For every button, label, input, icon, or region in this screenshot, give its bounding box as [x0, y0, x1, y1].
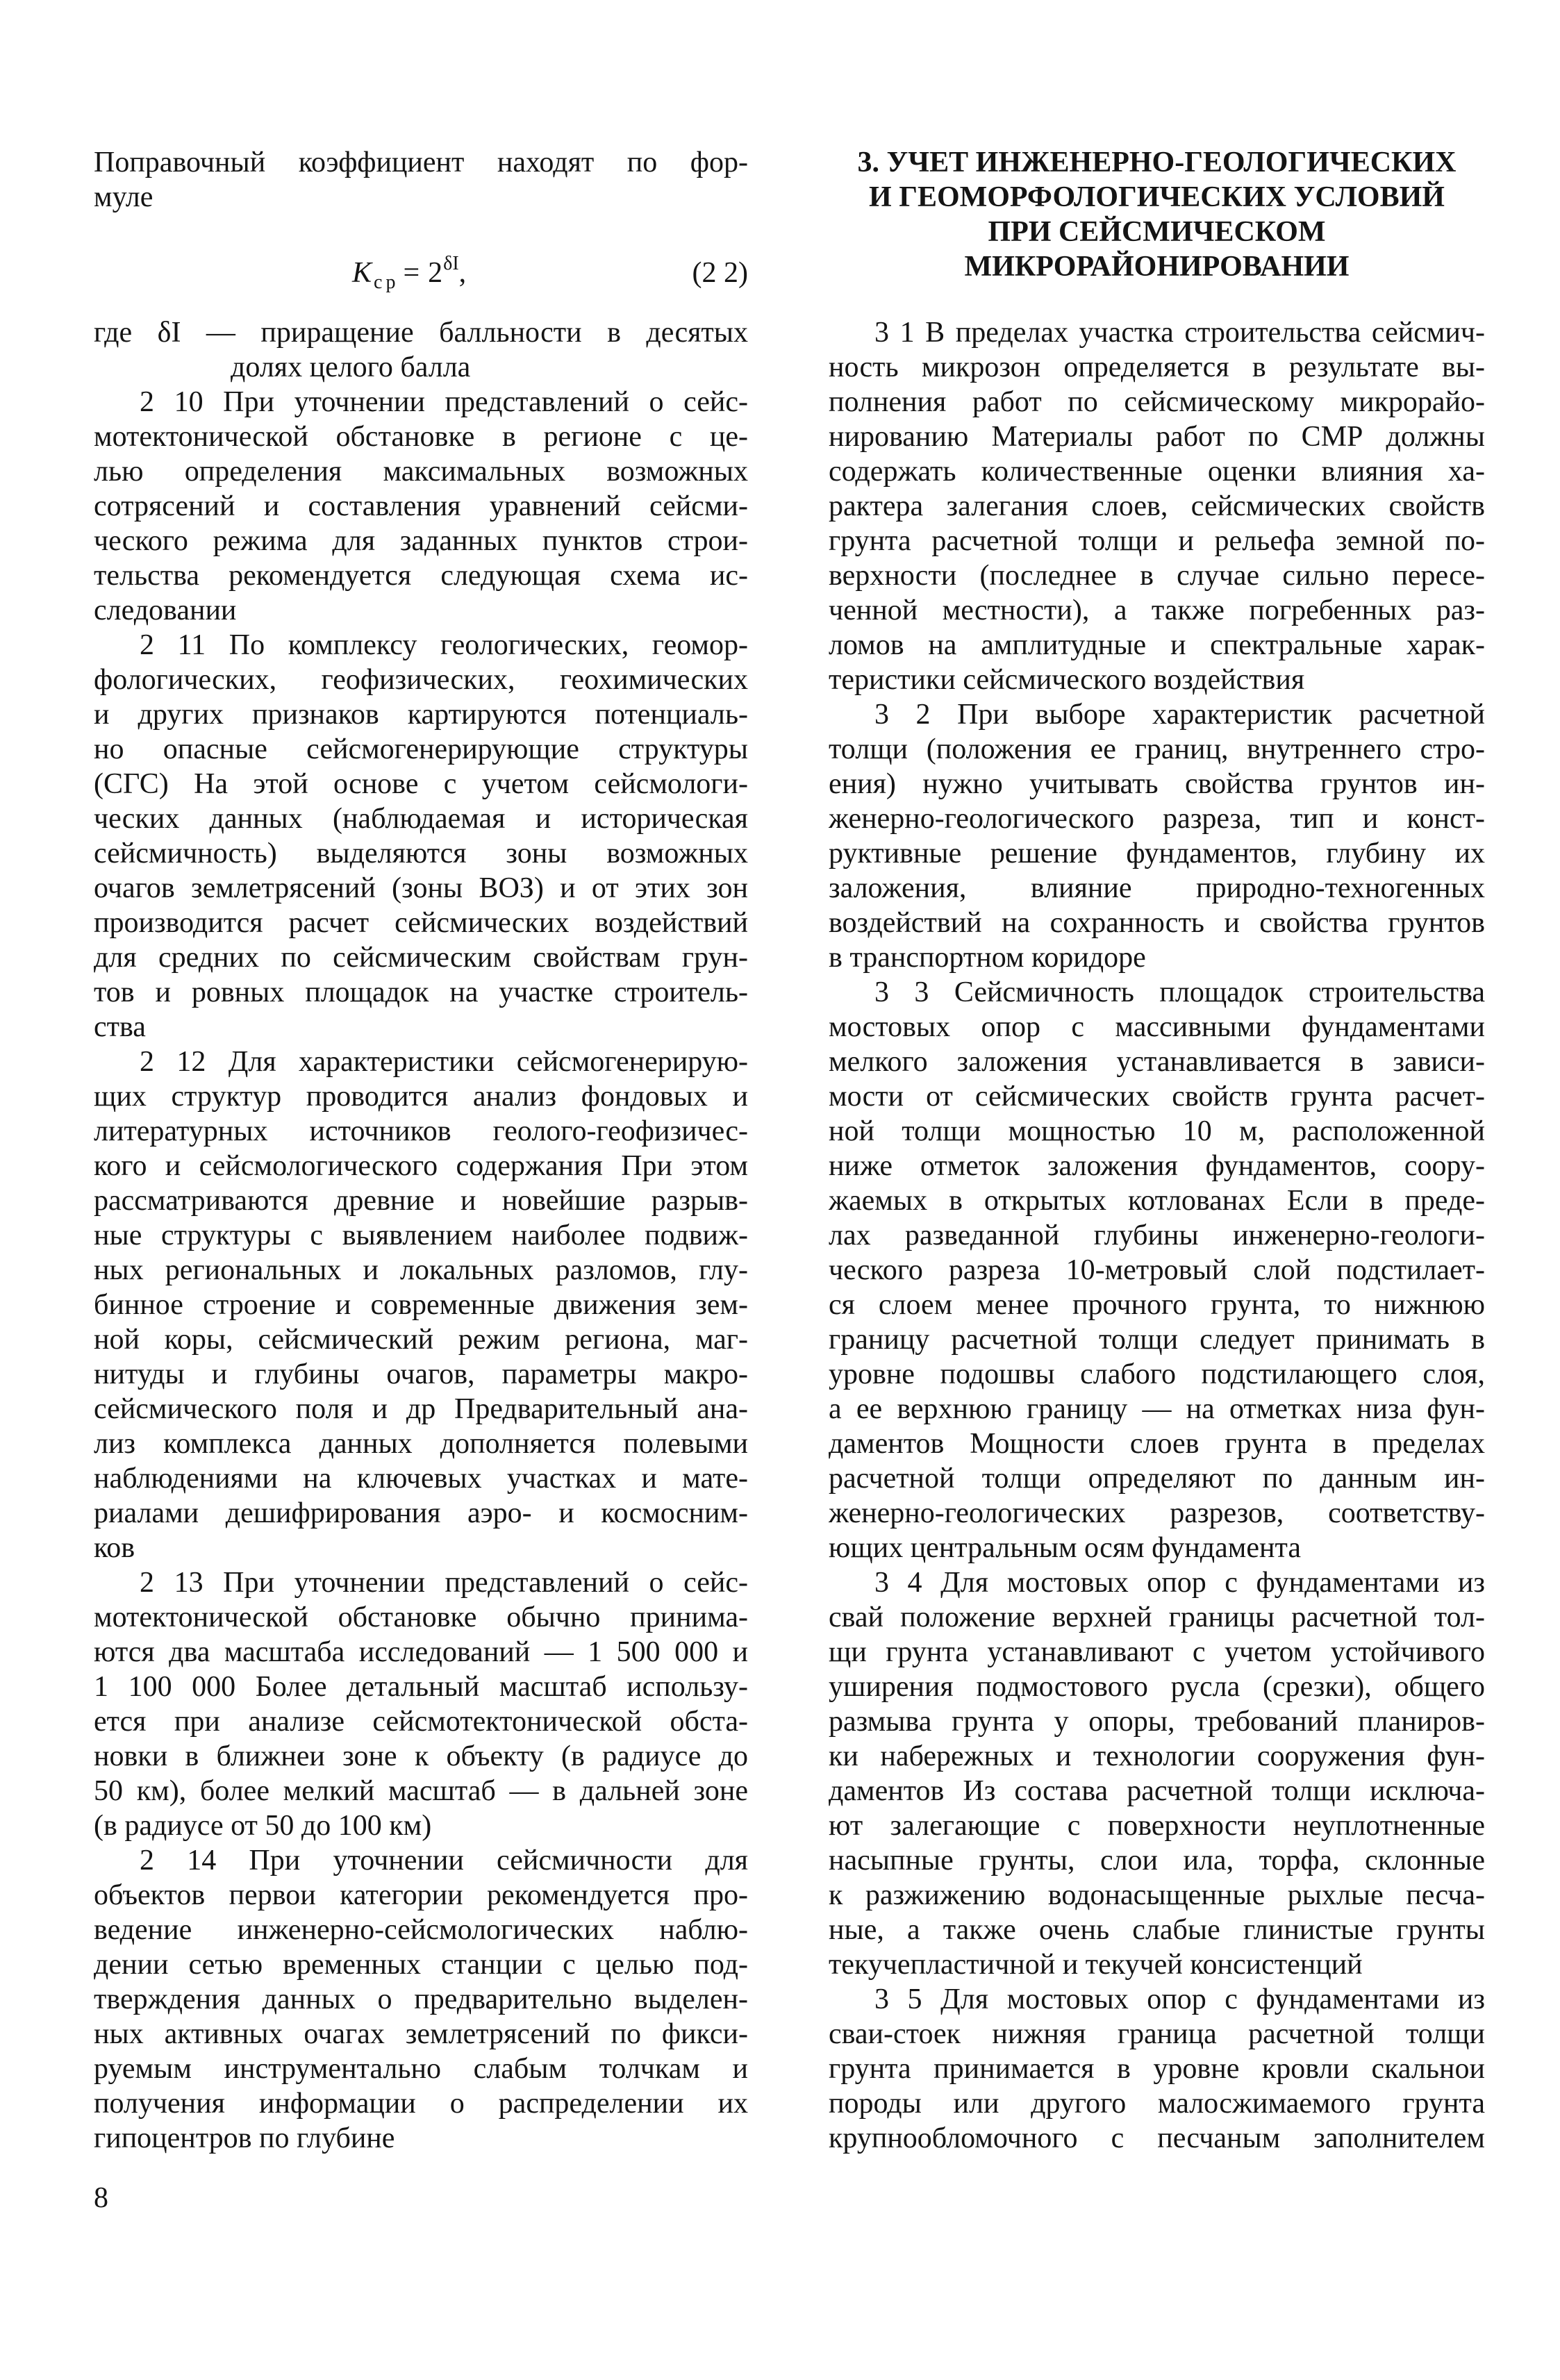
paragraph-2-13-line-1: 2 13 При уточнении представлений о сейс- [140, 1567, 748, 1599]
section-3-heading-line-1: 3. УЧЕТ ИНЖЕНЕРНО-ГЕОЛОГИЧЕСКИХ [857, 147, 1457, 178]
left-column [94, 145, 748, 2156]
paragraph-2-12-line-3: литературных источников геолого-геофизичес- [94, 1115, 748, 1147]
paragraph-3-3-line-9: ческого разреза 10-метровый слой подстилает- [829, 1254, 1485, 1286]
paragraph-2-13-line-4: 1 100 000 Более детальный масштаб использу- [94, 1671, 748, 1703]
paragraph-2-11 [94, 628, 748, 1045]
formula-2-2 [94, 253, 748, 293]
where-paragraph [94, 315, 748, 385]
paragraph-3-3-line-5: ной толщи мощностью 10 м, расположенной [829, 1115, 1485, 1147]
paragraph-2-14-line-5: тверждения данных о предварительно выделен- [94, 1983, 748, 2015]
paragraph-3-3-line-2: мостовых опор с массивными фундаментами [829, 1011, 1485, 1043]
paragraph-3-5-line-4: породы или другого малосжимаемого грунта [829, 2088, 1485, 2120]
section-3-heading-line-2: И ГЕОМОРФОЛОГИЧЕСКИХ УСЛОВИЙ [869, 181, 1445, 213]
paragraph-2-14-line-4: дении сетью временных станции с целью под- [94, 1949, 748, 1981]
paragraph-3-4-line-3: щи грунта устанавливают с учетом устойчивого [829, 1636, 1485, 1668]
paragraph-3-4-line-12: текучепластичной и текучей консистенций [829, 1949, 1363, 1981]
intro-paragraph [94, 145, 748, 215]
paragraph-2-11-line-5: (СГС) На этой основе с учетом сейсмологи- [94, 768, 748, 800]
formula-subscript: ср [374, 272, 399, 293]
paragraph-3-1-line-11: теристики сейсмического воздействия [829, 664, 1305, 696]
paragraph-2-10-line-4: сотрясений и составления уравнений сейсми- [94, 490, 748, 522]
paragraph-2-11-line-4: но опасные сейсмогенерирующие структуры [94, 733, 748, 765]
paragraph-2-14-line-2: объектов первои категории рекомендуется про- [94, 1879, 748, 1911]
paragraph-3-4 [829, 1565, 1485, 1982]
paragraph-2-13-line-7: 50 км), более мелкий масштаб — в дальней зоне [94, 1775, 748, 1807]
paragraph-3-4-line-9: насыпные грунты, слои ила, торфа, склонные [829, 1845, 1485, 1876]
paragraph-3-1-line-8: верхности (последнее в случае сильно пересе- [829, 560, 1485, 592]
paragraph-3-1-line-2: ность микрозон определяется в результате вы- [829, 351, 1485, 383]
paragraph-2-12-line-2: щих структур проводится анализ фондовых и [94, 1081, 748, 1113]
paragraph-3-3-line-13: а ее верхнюю границу — на отметках низа фун- [829, 1393, 1485, 1425]
paragraph-3-2-line-1: 3 2 При выборе характеристик расчетной [874, 699, 1485, 731]
paragraph-3-1-line-7: грунта расчетной толщи и рельефа земной по- [829, 525, 1485, 557]
paragraph-3-3 [829, 975, 1485, 1565]
paragraph-2-11-line-3: и других признаков картируются потенциаль- [94, 699, 748, 731]
section-3-body [829, 315, 1485, 2156]
paragraph-3-1-line-6: рактера залегания слоев, сейсмических свойств [829, 490, 1485, 522]
paragraph-2-13-line-3: ются два масштаба исследований — 1 500 000 и [94, 1636, 748, 1668]
paragraph-2-12-line-14: риалами дешифрирования аэро- и космосним- [94, 1497, 748, 1529]
formula-base: 2 [428, 257, 443, 289]
paragraph-2-14 [94, 1843, 748, 2156]
paragraph-3-5-line-2: сваи-стоек нижняя граница расчетной толщи [829, 2018, 1485, 2050]
paragraph-3-3-line-8: лах разведанной глубины инженерно-геологи- [829, 1220, 1485, 1251]
paragraph-3-3-line-14: даментов Мощности слоев грунта в пределах [829, 1428, 1485, 1460]
paragraph-2-12-line-12: лиз комплекса данных дополняется полевыми [94, 1428, 748, 1460]
formula-punctuation: , [458, 257, 467, 289]
paragraph-3-4-line-10: к разжижению водонасыщенные рыхлые песча- [829, 1879, 1485, 1911]
paragraph-3-3-line-17: ющих центральным осям фундамента [829, 1532, 1301, 1564]
paragraph-2-12-line-6: ные структуры с выявлением наиболее подвиж- [94, 1220, 748, 1251]
formula-expression [352, 253, 467, 293]
paragraph-3-4-line-8: ют залегающие с поверхности неуплотненные [829, 1810, 1485, 1842]
paragraph-3-3-line-12: уровне подошвы слабого подстилающего слоя, [829, 1358, 1485, 1390]
paragraph-2-11-line-2: фологических, геофизических, геохимических [94, 664, 748, 696]
paragraph-2-12-line-15: ков [94, 1532, 135, 1564]
paragraph-2-12-line-10: нитуды и глубины очагов, параметры макро- [94, 1358, 748, 1390]
paragraph-2-10-line-6: тельства рекомендуется следующая схема ис- [94, 560, 748, 592]
paragraph-2-11-line-11: тов и ровных площадок на участке строитель- [94, 976, 748, 1008]
paragraph-2-12 [94, 1045, 748, 1565]
page-number: 8 [94, 2182, 108, 2214]
paragraph-2-10-line-2: мотектонической обстановке в регионе с це- [94, 421, 748, 453]
paragraph-3-2-line-5: руктивные решение фундаментов, глубину их [829, 838, 1485, 869]
paragraph-2-14-line-6: ных активных очагах землетрясений по фикси- [94, 2018, 748, 2050]
paragraph-3-3-line-16: женерно-геологических разрезов, соответству- [829, 1497, 1485, 1529]
paragraph-3-5-line-3: грунта принимается в уровне кровли скальнои [829, 2053, 1485, 2085]
paragraph-2-14-line-3: ведение инженерно-сейсмологических наблю- [94, 1914, 748, 1946]
paragraph-2-10-line-1: 2 10 При уточнении представлений о сейс- [140, 386, 748, 418]
paragraph-2-13-line-2: мотектонической обстановке обычно принима- [94, 1601, 748, 1633]
paragraph-3-4-line-6: ки набережных и технологии сооружения фун- [829, 1740, 1485, 1772]
paragraph-2-11-line-9: производится расчет сейсмических воздействий [94, 907, 748, 939]
paragraph-2-12-line-11: сейсмического поля и др Предварительный ана- [94, 1393, 748, 1425]
where-paragraph-line-1: где δI — приращение балльности в десятых [94, 317, 748, 349]
paragraph-2-11-line-8: очагов землетрясений (зоны ВОЗ) и от этих зон [94, 872, 748, 904]
paragraph-2-10-line-3: лью определения максимальных возможных [94, 456, 748, 488]
intro-paragraph-line-2: муле [94, 181, 153, 213]
paragraph-3-1-line-4: нированию Материалы работ по СМР должны [829, 421, 1485, 453]
paragraph-3-5 [829, 1982, 1485, 2156]
section-3-heading-line-3: ПРИ СЕЙСМИЧЕСКОМ [988, 216, 1326, 248]
paragraph-2-12-line-7: ных региональных и локальных разломов, глу- [94, 1254, 748, 1286]
paragraph-2-11-line-10: для средних по сейсмическим свойствам грун- [94, 942, 748, 974]
paragraph-2-14-line-1: 2 14 При уточнении сейсмичности для [140, 1845, 748, 1876]
paragraph-3-1 [829, 315, 1485, 697]
paragraph-2-12-line-8: бинное строение и современные движения зем- [94, 1289, 748, 1321]
paragraph-2-12-line-1: 2 12 Для характеристики сейсмогенерирую- [140, 1046, 748, 1078]
paragraph-3-1-line-10: ломов на амплитудные и спектральные харак- [829, 629, 1485, 661]
paragraph-3-1-line-5: содержать количественные оценки влияния ха- [829, 456, 1485, 488]
paragraph-2-13 [94, 1565, 748, 1843]
paragraph-3-3-line-11: границу расчетной толщи следует принимать в [829, 1324, 1485, 1356]
paragraph-2-13-line-5: ется при анализе сейсмотектонической обста- [94, 1706, 748, 1738]
paragraph-3-3-line-7: жаемых в открытых котлованах Если в преде- [829, 1185, 1485, 1217]
paragraph-2-14-line-7: руемым инструментально слабым толчкам и [94, 2053, 748, 2085]
paragraph-3-4-line-4: уширения подмостового русла (срезки), общего [829, 1671, 1485, 1703]
intro-paragraph-line-1: Поправочный коэффициент находят по фор- [94, 147, 748, 178]
paragraph-2-10-line-7: следовании [94, 594, 237, 626]
paragraph-3-2-line-2: толщи (положения ее границ, внутреннего стро- [829, 733, 1485, 765]
paragraph-3-3-line-15: расчетной толщи определяют по данным ин- [829, 1463, 1485, 1495]
paragraph-3-5-line-5: крупнообломочного с песчаным заполнителем [829, 2122, 1485, 2154]
paragraph-3-2-line-6: заложения, влияние природно-техногенных [829, 872, 1485, 904]
paragraph-3-3-line-3: мелкого заложения устанавливается в зависи- [829, 1046, 1485, 1078]
paragraph-2-13-line-6: новки в ближнеи зоне к объекту (в радиусе до [94, 1740, 748, 1772]
paragraph-3-4-line-5: размыва грунта у опоры, требований планиров- [829, 1706, 1485, 1738]
right-column [829, 145, 1485, 2156]
where-paragraph-line-2: долях целого балла [231, 351, 471, 383]
paragraph-3-4-line-1: 3 4 Для мостовых опор с фундаментами из [874, 1567, 1485, 1599]
paragraph-3-1-line-9: ченной местности), а также погребенных раз- [829, 594, 1485, 626]
section-3-heading [829, 145, 1485, 284]
paragraph-3-3-line-1: 3 3 Сейсмичность площадок строительства [874, 976, 1485, 1008]
paragraph-2-12-line-13: наблюдениями на ключевых участках и мате- [94, 1463, 748, 1495]
paragraph-3-4-line-7: даментов Из состава расчетной толщи исключа- [829, 1775, 1485, 1807]
formula-symbol: K [352, 257, 372, 289]
paragraph-3-2 [829, 697, 1485, 975]
paragraph-2-11-line-12: ства [94, 1011, 146, 1043]
paragraph-2-11-line-6: ческих данных (наблюдаемая и историческая [94, 803, 748, 835]
paragraph-2-14-line-9: гипоцентров по глубине [94, 2122, 395, 2154]
section-3-heading-line-4: МИКРОРАЙОНИРОВАНИИ [964, 251, 1350, 283]
paragraph-3-4-line-11: ные, а также очень слабые глинистые грунты [829, 1914, 1485, 1946]
paragraph-2-12-line-5: рассматриваются древние и новейшие разрыв- [94, 1185, 748, 1217]
paragraph-3-3-line-6: ниже отметок заложения фундаментов, соору- [829, 1150, 1485, 1182]
paragraph-3-3-line-10: ся слоем менее прочного грунта, то нижнюю [829, 1289, 1485, 1321]
paragraph-2-10-line-5: ческого режима для заданных пунктов строи- [94, 525, 748, 557]
paragraph-2-10 [94, 385, 748, 628]
paragraph-3-1-line-1: 3 1 В пределах участка строительства сейсмич- [874, 317, 1485, 349]
paragraph-3-1-line-3: полнения работ по сейсмическому микрорайо- [829, 386, 1485, 418]
paragraph-2-11-line-1: 2 11 По комплексу геологических, геомор- [140, 629, 748, 661]
paragraph-3-4-line-2: свай положение верхней границы расчетной тол- [829, 1601, 1485, 1633]
paragraph-3-2-line-7: воздействий на сохранность и свойства грунтов [829, 907, 1485, 939]
paragraph-2-11-line-7: сейсмичность) выделяются зоны возможных [94, 838, 748, 869]
paragraph-2-13-line-8: (в радиусе от 50 до 100 км) [94, 1810, 432, 1842]
paragraph-2-12-line-4: кого и сейсмологического содержания При этом [94, 1150, 748, 1182]
paragraph-3-2-line-3: ения) нужно учитывать свойства грунтов ин- [829, 768, 1485, 800]
formula-operator: = [403, 257, 420, 289]
paragraph-2-14-line-8: получения информации о распределении их [94, 2088, 748, 2120]
formula-exponent: δI [443, 253, 459, 274]
paragraph-3-3-line-4: мости от сейсмических свойств грунта расчет- [829, 1081, 1485, 1113]
paragraph-2-12-line-9: ной коры, сейсмический режим региона, маг- [94, 1324, 748, 1356]
paragraph-3-2-line-4: женерно-геологического разреза, тип и конст- [829, 803, 1485, 835]
paragraph-3-2-line-8: в транспортном коридоре [829, 942, 1146, 974]
formula-number: (2 2) [692, 257, 748, 289]
paragraph-3-5-line-1: 3 5 Для мостовых опор с фундаментами из [874, 1983, 1485, 2015]
